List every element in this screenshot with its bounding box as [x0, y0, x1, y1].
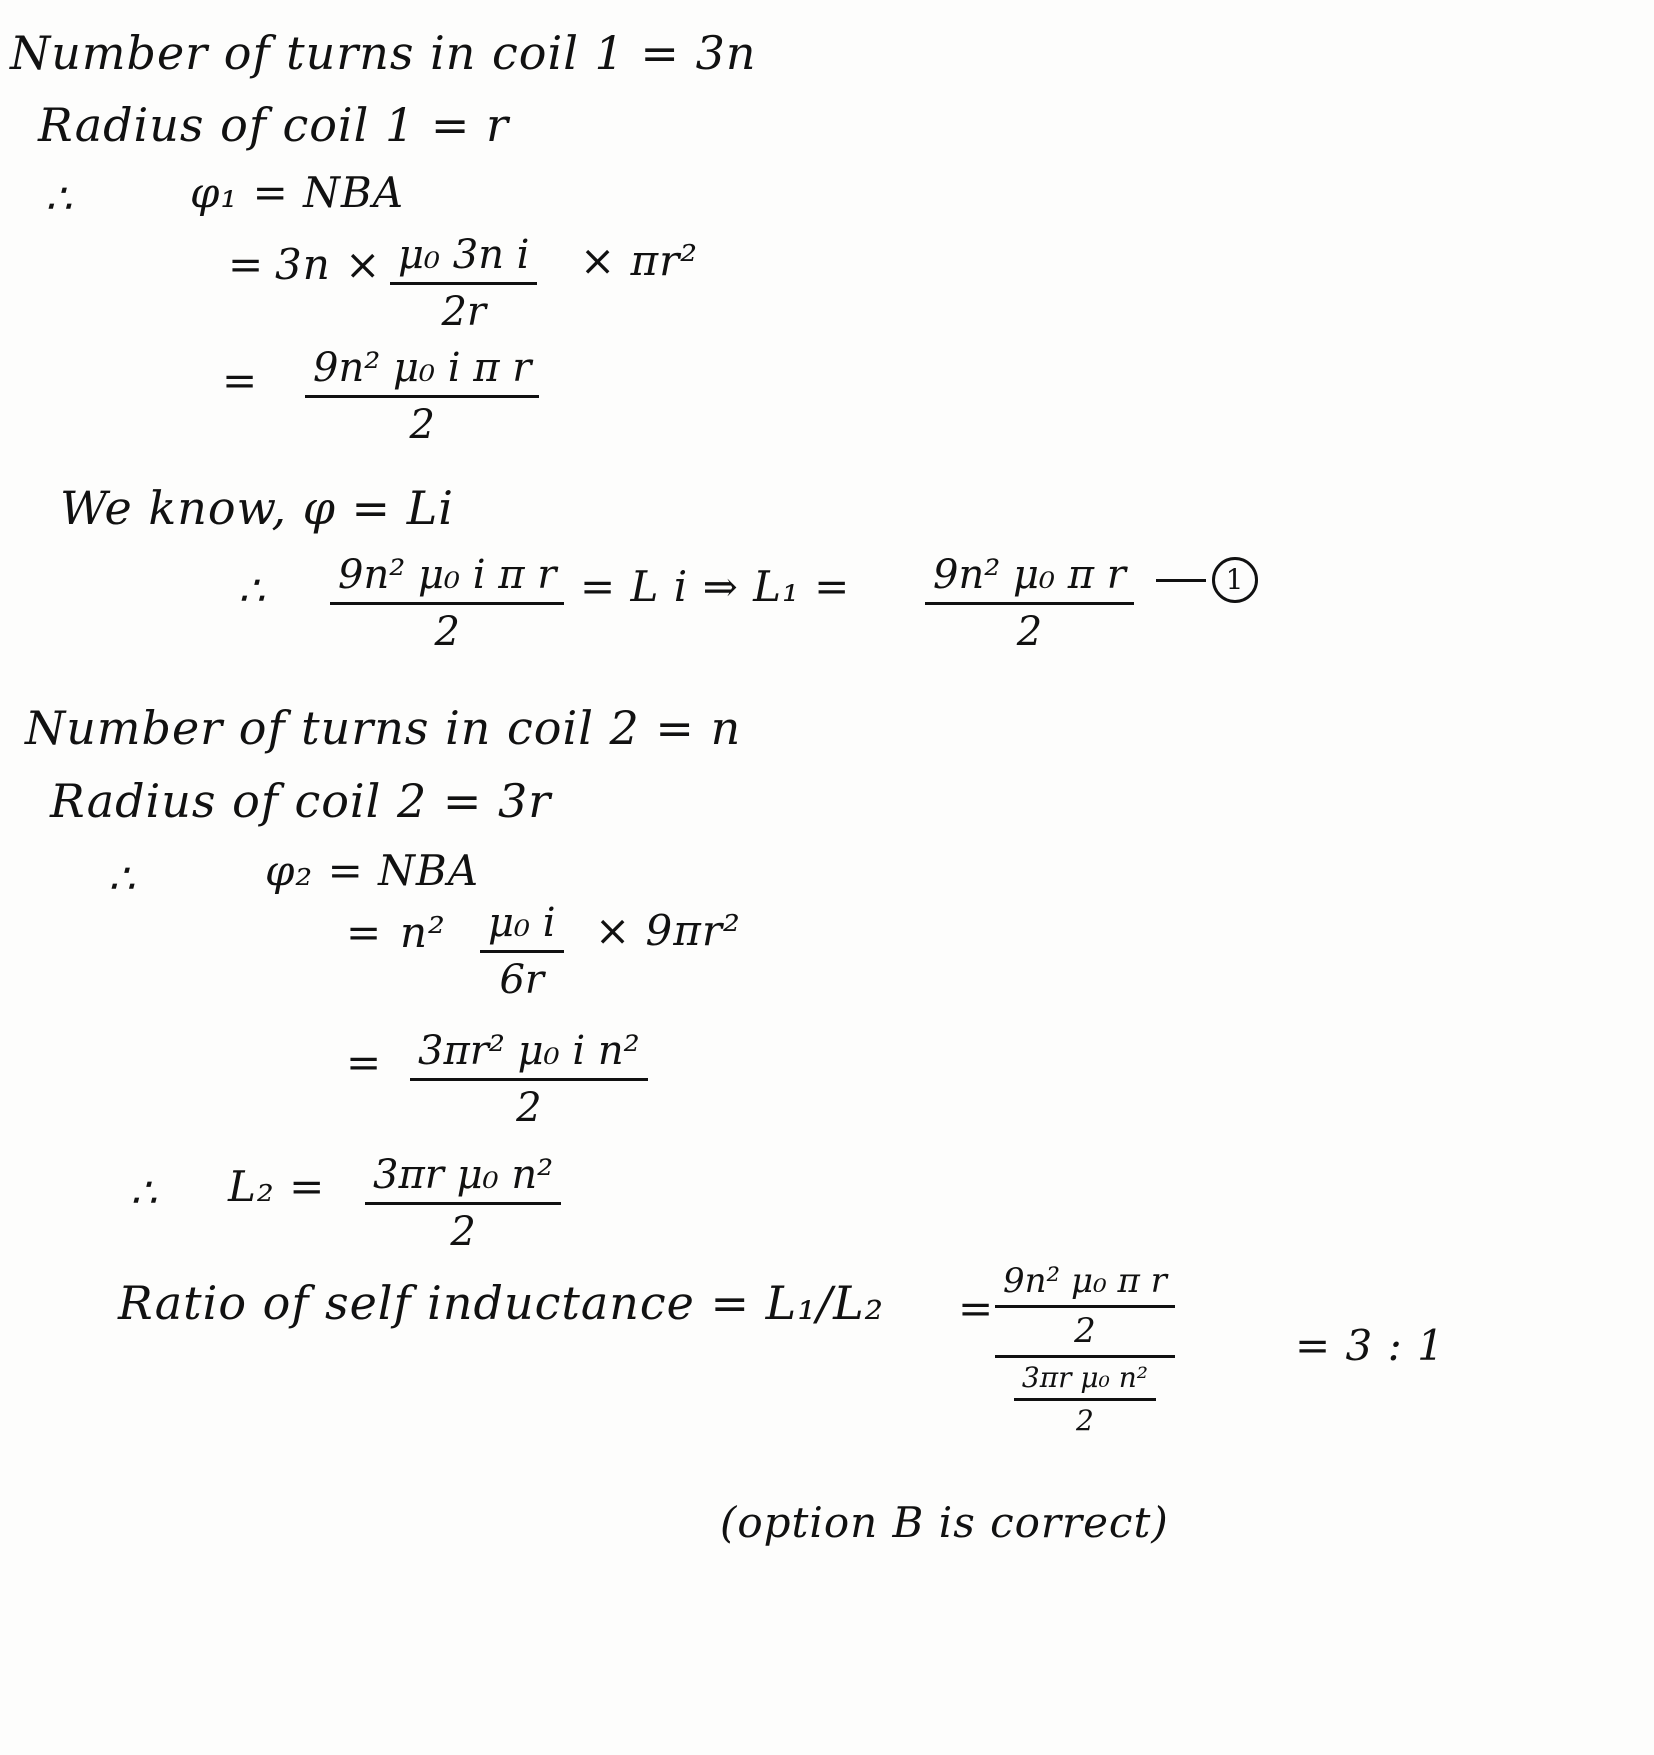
fraction-numerator: μ₀ i — [488, 900, 556, 946]
fraction-bar — [365, 1202, 561, 1205]
fraction-bar — [995, 1305, 1175, 1308]
equals-sign: = — [346, 1038, 383, 1087]
equation-number: 1 — [1212, 557, 1258, 603]
therefore-symbol-1: ∴ — [45, 174, 73, 223]
fraction-numerator: 9n² μ₀ i π r — [313, 345, 532, 391]
phi1-definition: φ₁ = NBA — [190, 168, 405, 217]
fraction-numerator: 9n² μ₀ π r — [1003, 1261, 1167, 1301]
fraction-denominator: 2 — [450, 1209, 476, 1255]
ratio-compound-fraction — [995, 1262, 1175, 1438]
we-know-line: We know, φ = Li — [60, 481, 454, 535]
fraction-bar — [330, 602, 564, 605]
fraction-denominator: 2 — [409, 402, 435, 448]
fraction-denominator: 2 — [516, 1085, 542, 1131]
l2-label: L₂ = — [228, 1162, 326, 1211]
ratio-top-fraction — [995, 1262, 1175, 1351]
coil2-step1-fraction — [480, 900, 564, 1003]
ratio-result: = 3 : 1 — [1295, 1321, 1445, 1370]
fraction-numerator: 9n² μ₀ i π r — [338, 552, 557, 598]
fraction-denominator: 2 — [1016, 609, 1043, 655]
fraction-numerator: 9n² μ₀ π r — [933, 552, 1126, 598]
coil1-result-fraction — [925, 552, 1134, 655]
fraction-bar — [480, 950, 564, 953]
fraction-denominator: 2 — [1074, 1311, 1096, 1352]
fraction-bar — [925, 602, 1134, 605]
coil1-step1-suffix: × πr² — [580, 236, 699, 285]
fraction-denominator: 2r — [441, 289, 487, 335]
coil2-step2-fraction — [410, 1028, 648, 1131]
fraction-denominator: 2 — [1076, 1404, 1094, 1438]
fraction-bar — [390, 282, 537, 285]
coil1-step3-middle: = L i ⇒ L₁ = — [580, 562, 851, 611]
coil2-step1-prefix: n² — [400, 908, 446, 957]
equals-sign: = — [222, 356, 259, 405]
fraction-bar — [305, 395, 539, 398]
coil1-turns: Number of turns in coil 1 = 3n — [10, 26, 757, 80]
conclusion-text: (option B is correct) — [720, 1498, 1169, 1547]
fraction-numerator: μ₀ 3n i — [398, 232, 530, 278]
coil2-step1-suffix: × 9πr² — [595, 906, 741, 955]
equals-sign: = — [346, 908, 383, 957]
main-fraction-bar — [995, 1355, 1175, 1358]
coil1-step2-fraction — [305, 345, 539, 448]
therefore-symbol-2: ∴ — [238, 566, 266, 615]
label-dash — [1156, 579, 1206, 582]
equals-sign: = — [228, 240, 265, 289]
coil1-step3-fraction — [330, 552, 564, 655]
coil1-step1-fraction — [390, 232, 537, 335]
fraction-denominator: 2 — [434, 609, 460, 655]
ratio-equals-sign: = — [958, 1284, 995, 1333]
phi2-definition: φ₂ = NBA — [265, 846, 480, 895]
equation-label-1 — [1150, 556, 1258, 603]
ratio-label: Ratio of self inductance = L₁/L₂ — [118, 1276, 885, 1330]
coil1-radius: Radius of coil 1 = r — [38, 98, 510, 152]
fraction-numerator: 3πr μ₀ n² — [1021, 1361, 1148, 1395]
fraction-numerator: 3πr² μ₀ i n² — [418, 1028, 640, 1074]
l2-fraction — [365, 1152, 561, 1255]
fraction-denominator: 6r — [499, 957, 545, 1003]
therefore-symbol-4: ∴ — [130, 1168, 158, 1217]
coil1-step1-prefix: 3n × — [275, 240, 382, 289]
coil2-turns: Number of turns in coil 2 = n — [25, 701, 742, 755]
coil2-radius: Radius of coil 2 = 3r — [50, 774, 552, 828]
fraction-bar — [410, 1078, 648, 1081]
ratio-bottom-fraction — [1014, 1362, 1156, 1437]
fraction-numerator: 3πr μ₀ n² — [373, 1152, 554, 1198]
fraction-bar — [1014, 1398, 1156, 1401]
therefore-symbol-3: ∴ — [108, 854, 136, 903]
